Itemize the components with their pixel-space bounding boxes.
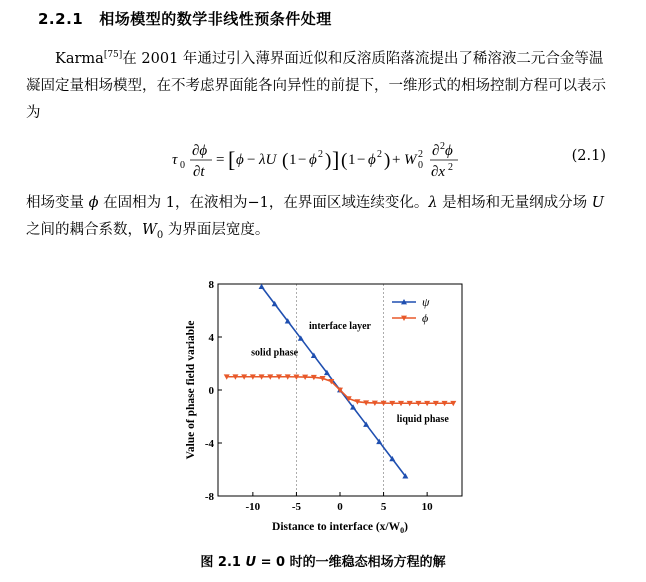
var-lambda: λ — [428, 195, 438, 211]
svg-text:): ) — [384, 150, 391, 171]
svg-text:−: − — [298, 152, 307, 168]
paragraph-1-text: 在 2001 年通过引入薄界面近似和反溶质陷落流提出了稀溶液二元合金等温凝固定量相场模型，在不考虑界面能各向异性的前提下，一维形式的相场控制方程可以表示为 — [26, 51, 606, 121]
x-tick-label: -5 — [291, 501, 302, 513]
paragraph-2-text-a: 相场变量 — [26, 195, 89, 211]
y-tick-label: -8 — [204, 491, 214, 503]
caption-var: U — [245, 555, 257, 570]
svg-text:0: 0 — [180, 160, 185, 171]
svg-text:2: 2 — [448, 162, 453, 173]
paragraph-2-text-b: 在固相为 1，在液相为−1，在界面区域连续变化。 — [98, 195, 429, 211]
svg-text:0: 0 — [418, 160, 423, 171]
svg-text:∂x: ∂x — [431, 164, 446, 180]
svg-text:∂ϕ: ∂ϕ — [192, 143, 208, 159]
svg-text:2: 2 — [418, 149, 423, 160]
svg-text:(: ( — [341, 150, 348, 171]
svg-text:λU: λU — [259, 152, 277, 168]
series-1 — [259, 284, 409, 479]
x-tick-label: -10 — [245, 501, 261, 513]
legend-label: ψ — [422, 295, 430, 309]
svg-text:2: 2 — [377, 149, 382, 160]
svg-text:ϕ: ϕ — [445, 143, 453, 159]
svg-text:=: = — [216, 152, 225, 168]
paragraph-2-text-d: 之间的耦合系数， — [26, 222, 142, 238]
var-u: U — [591, 195, 604, 211]
paragraph-2-text-e: 为界面层宽度。 — [163, 222, 270, 238]
svg-text:2: 2 — [318, 149, 323, 160]
equation-number: (2.1) — [571, 148, 606, 164]
y-tick-label: 0 — [208, 385, 214, 397]
legend-label: ϕ — [422, 311, 429, 325]
caption-prefix: 图 2.1 — [200, 555, 246, 570]
caption-mid: = 0 — [256, 555, 290, 570]
svg-text:−: − — [357, 152, 366, 168]
y-tick-label: 4 — [208, 332, 214, 344]
equation-2-1 — [0, 136, 646, 182]
var-w-subscript: 0 — [156, 229, 164, 241]
x-tick-label: 0 — [337, 501, 343, 513]
svg-text:2: 2 — [440, 141, 445, 152]
svg-text:1: 1 — [348, 152, 356, 168]
svg-text:−: − — [247, 152, 256, 168]
chart-annotation: interface layer — [309, 321, 371, 333]
svg-text:τ: τ — [172, 152, 178, 168]
reference-mark: [75] — [103, 50, 123, 61]
y-axis-label: Value of phase field variable — [185, 320, 197, 460]
paragraph-2 — [26, 190, 616, 249]
y-tick-label: 8 — [208, 279, 214, 291]
section-title: 相场模型的数学非线性预条件处理 — [99, 10, 332, 28]
svg-text:ϕ: ϕ — [309, 152, 317, 168]
section-heading — [38, 8, 332, 29]
svg-text:]: ] — [332, 147, 340, 172]
svg-text:(: ( — [282, 150, 289, 171]
y-tick-label: -4 — [204, 438, 214, 450]
svg-text:∂t: ∂t — [193, 164, 205, 180]
x-tick-label: 10 — [421, 501, 433, 513]
x-axis-label: Distance to interface $(x/W_0)$ — [272, 521, 408, 535]
figure-caption — [0, 551, 646, 570]
var-w: W — [142, 222, 157, 238]
author-name: Karma — [55, 51, 104, 67]
svg-text:[: [ — [228, 147, 236, 172]
paragraph-2-text-c: 是相场和无量纲成分场 — [437, 195, 592, 211]
phase-field-chart — [170, 268, 470, 546]
caption-suffix: 时的一维稳态相场方程的解 — [289, 555, 446, 570]
svg-text:): ) — [325, 150, 332, 171]
chart-annotation: liquid phase — [396, 413, 449, 425]
section-number: 2.2.1 — [38, 10, 84, 28]
var-phi: ϕ — [88, 195, 99, 211]
x-tick-label: 5 — [380, 501, 387, 513]
svg-text:+: + — [392, 152, 401, 168]
chart-annotation: solid phase — [251, 347, 299, 359]
series-2 — [224, 374, 457, 406]
svg-text:∂: ∂ — [432, 143, 440, 159]
svg-text:1: 1 — [289, 152, 297, 168]
paragraph-1 — [26, 46, 616, 127]
svg-text:ϕ: ϕ — [368, 152, 376, 168]
svg-text:W: W — [404, 152, 417, 168]
svg-text:ϕ: ϕ — [236, 152, 244, 168]
